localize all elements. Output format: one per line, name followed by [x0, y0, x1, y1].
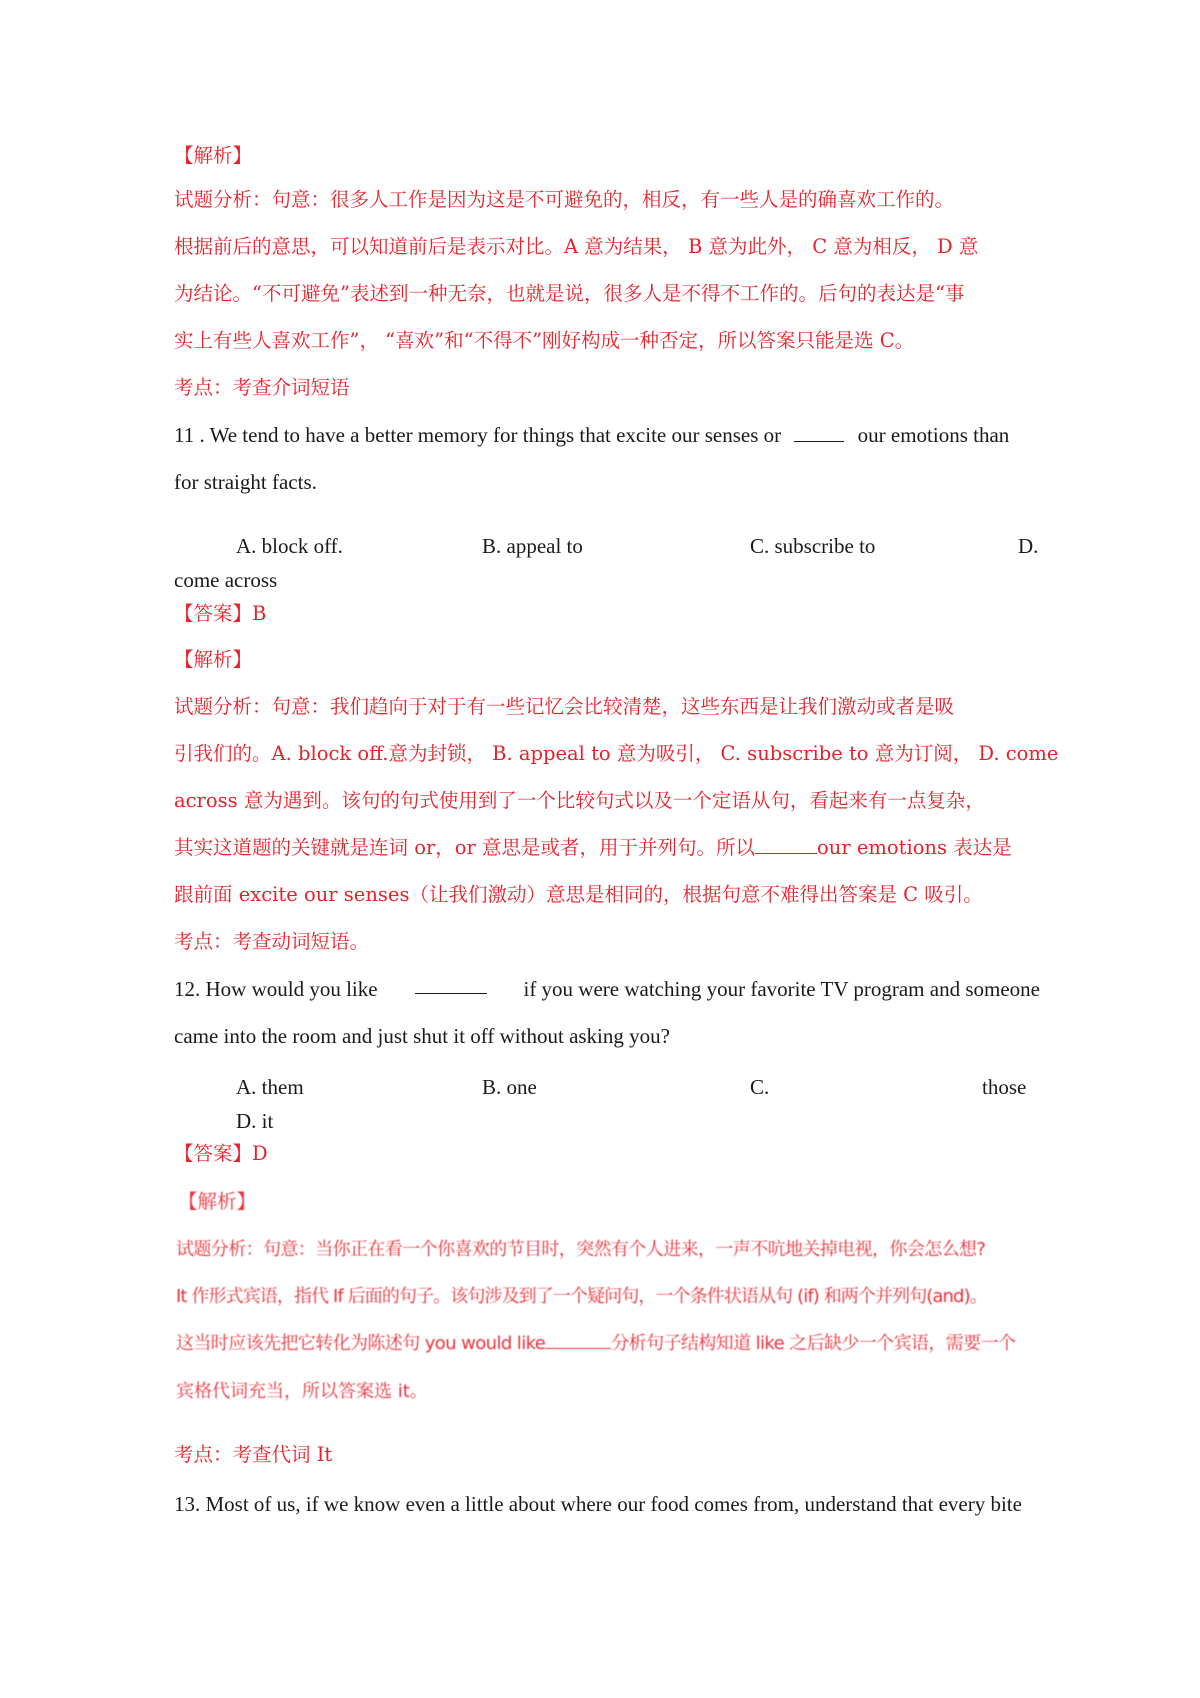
q11-option-a[interactable]: A. block off. — [236, 534, 343, 558]
q11-stem-line-2: for straight facts. — [174, 470, 317, 494]
q12-kaodian: 考点：考查代词 It — [174, 1443, 333, 1466]
q11-option-d-continued: come across — [174, 568, 278, 592]
q11-blank — [794, 423, 844, 442]
q12-option-b[interactable]: B. one — [482, 1075, 537, 1099]
q12-blank — [415, 975, 487, 994]
q11-analysis-line-5: 跟前面 excite our senses（让我们激动）意思是相同的，根据句意不难得出答案是 C 吸引。 — [174, 883, 983, 906]
q11-option-c[interactable]: C. subscribe to — [750, 534, 876, 558]
q10-kaodian: 考点：考查介词短语 — [174, 376, 350, 399]
q11-analysis-line-1: 试题分析：句意：我们趋向于对于有一些记忆会比较清楚，这些东西是让我们激动或者是吸 — [174, 695, 955, 718]
q12-analysis-line-1: 试题分析：句意：当你正在看一个你喜欢的节目时，突然有个人进来，一声不吭地关掉电视，你会怎么想? — [176, 1239, 986, 1260]
q12-analysis-line-2: It 作形式宾语，指代 If 后面的句子。该句涉及到了一个疑问句，一个条件状语从句 (if) 和两个并列句(and)。 — [176, 1286, 987, 1307]
q12-option-c-continued: those — [982, 1075, 1027, 1099]
q11-analysis-line-3: across 意为遇到。该句的句式使用到了一个比较句式以及一个定语从句，看起来有一点复杂， — [174, 789, 985, 812]
q11-option-b[interactable]: B. appeal to — [482, 534, 583, 558]
q10-analysis-line-3: 为结论。“不可避免”表述到一种无奈，也就是说，很多人是不得不工作的。后句的表达是“事 — [174, 282, 965, 305]
q10-analysis-line-1: 试题分析：句意：很多人工作是因为这是不可避免的，相反，有一些人是的确喜欢工作的。 — [174, 188, 955, 211]
q10-analysis-line-2: 根据前后的意思，可以知道前后是表示对比。A 意为结果， B 意为此外， C 意为相反， D 意 — [174, 235, 979, 258]
q11-analysis-line-4: 其实这道题的关键就是连词 or，or 意思是或者，用于并列句。所以 our emotions 表达是 — [174, 836, 1012, 859]
q11-kaodian: 考点：考查动词短语。 — [174, 930, 370, 953]
q12-stem-line-1: 12. How would you like if you were watching your favorite TV program and someone — [174, 977, 1040, 1001]
q11-answer: 【答案】B — [174, 602, 267, 625]
q11-jiexi-label: 【解析】 — [174, 648, 253, 671]
q12-option-c[interactable]: C. — [750, 1075, 770, 1099]
q11-stem-line-1: 11 . We tend to have a better memory for things that excite our senses or our emotions than — [174, 423, 1010, 447]
q12-jiexi-label: 【解析】 — [178, 1190, 257, 1213]
q10-jiexi-label: 【解析】 — [174, 144, 253, 167]
q11-option-d[interactable]: D. — [1018, 534, 1039, 558]
q12-stem-line-2: came into the room and just shut it off without asking you? — [174, 1024, 670, 1048]
q11-analysis-line-2: 引我们的。A. block off.意为封锁， B. appeal to 意为吸引， C. subscribe to 意为订阅， D. come — [174, 742, 1059, 765]
q13-stem-line-1: 13. Most of us, if we know even a little about where our food comes from, understand that every bite — [174, 1492, 1022, 1516]
q12-answer: 【答案】D — [174, 1142, 268, 1165]
q10-analysis-line-4: 实上有些人喜欢工作”， “喜欢”和“不得不”刚好构成一种否定，所以答案只能是选 C。 — [174, 329, 915, 352]
q12-option-a[interactable]: A. them — [236, 1075, 304, 1099]
q12-option-d[interactable]: D. it — [236, 1109, 274, 1133]
q12-analysis-line-4: 宾格代词充当，所以答案选 it。 — [176, 1381, 428, 1402]
q11-analysis-blank — [755, 835, 817, 854]
q12-analysis-blank — [545, 1330, 611, 1349]
q12-analysis-line-3: 这当时应该先把它转化为陈述句 you would like 分析句子结构知道 like 之后缺少一个宾语，需要一个 — [176, 1330, 1015, 1358]
